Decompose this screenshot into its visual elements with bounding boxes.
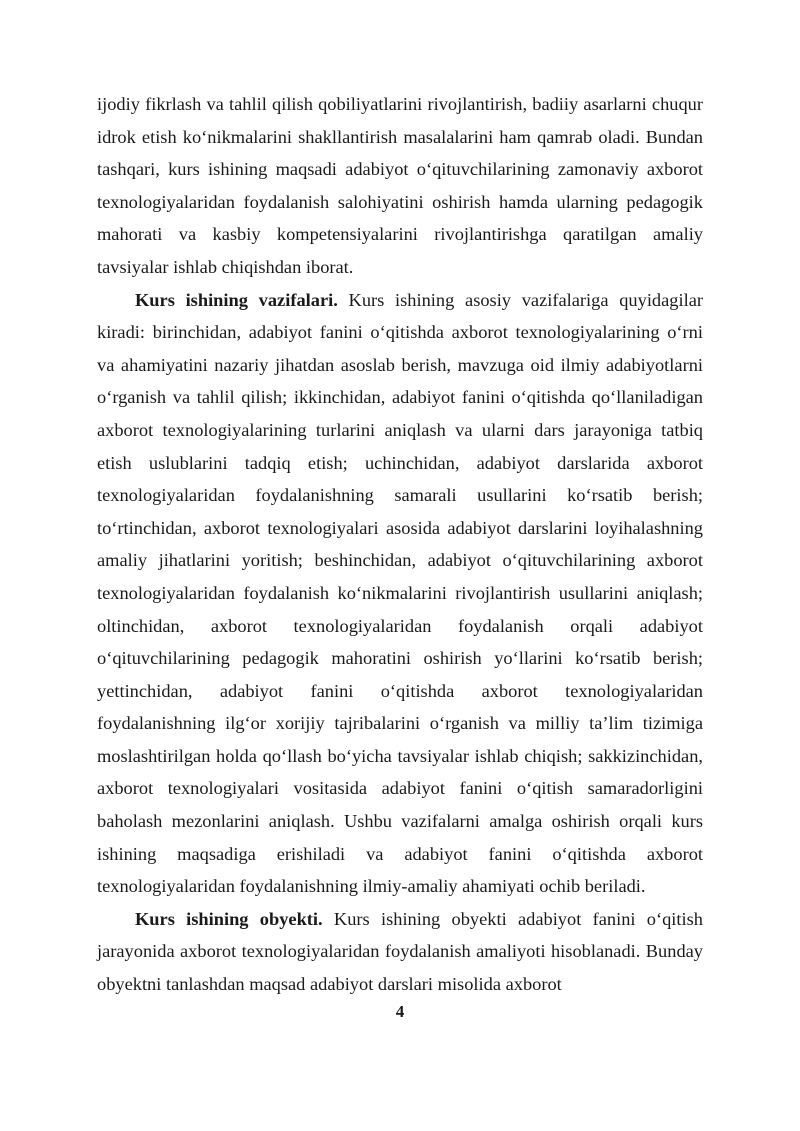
paragraph-text: ijodiy fikrlash va tahlil qilish qobiliyatlarini rivojlantirish, badiiy asarlarni chuqur idrok etish ko‘nikmalarini shakllantirish masalalarini ham qamrab oladi. Bundan tashqari, kurs ishining maqsadi adabiyot o‘qituvchilarining zamonaviy axborot texnologiyalaridan foydalanish salohiyatini oshirish hamda ularning pedagogik mahorati va kasbiy kompetensiyalarini rivojlantirishga qaratilgan amaliy tavsiyalar ishlab chiqishdan iborat.	[97, 94, 703, 277]
paragraph-tasks	[97, 284, 703, 903]
page-number: 4	[395, 1002, 405, 1021]
paragraph-intro-continuation	[97, 88, 703, 284]
document-page	[97, 88, 703, 1001]
paragraph-text: Kurs ishining asosiy vazifalariga quyidagilar kiradi: birinchidan, adabiyot fanini o‘qitishda axborot texnologiyalarining o‘rni va ahamiyatini nazariy jihatdan asoslab berish, mavzuga oid ilmiy adabiyotlarni o‘rganish va tahlil qilish; ikkinchidan, adabiyot fanini o‘qitishda qo‘llaniladigan axborot texnologiyalarining turlarini aniqlash va ularni dars jarayoniga tatbiq etish uslublarini tadqiq etish; uchinchidan, adabiyot darslarida axborot texnologiyalaridan foydalanishning samarali usullarini ko‘rsatib berish; to‘rtinchidan, axborot texnologiyalari asosida adabiyot darslarini loyihalashning amaliy jihatlarini yoritish; beshinchidan, adabiyot o‘qituvchilarining axborot texnologiyalaridan foydalanish ko‘nikmalarini rivojlantirish usullarini aniqlash; oltinchidan, axborot texnologiyalaridan foydalanish orqali adabiyot o‘qituvchilarining pedagogik mahoratini oshirish yo‘llarini ko‘rsatib berish; yettinchidan, adabiyot fanini o‘qitishda axborot texnologiyalaridan foydalanishning ilg‘or xorijiy tajribalarini o‘rganish va milliy ta’lim tizimiga moslashtirilgan holda qo‘llash bo‘yicha tavsiyalar ishlab chiqish; sakkizinchidan, axborot texnologiyalari vositasida adabiyot fanini o‘qitish samaradorligini baholash mezonlarini aniqlash. Ushbu vazifalarni amalga oshirish orqali kurs ishining maqsadiga erishiladi va adabiyot fanini o‘qitishda axborot texnologiyalaridan foydalanishning ilmiy-amaliy ahamiyati ochib beriladi.	[97, 289, 703, 897]
tasks-heading: Kurs ishining vazifalari.	[135, 289, 338, 310]
object-heading: Kurs ishining obyekti.	[135, 908, 323, 929]
paragraph-text: Kurs ishining obyekti adabiyot fanini o‘qitish jarayonida axborot texnologiyalaridan foydalanish amaliyoti hisoblanadi. Bunday obyektni tanlashdan maqsad adabiyot darslari misolida axborot	[97, 908, 703, 995]
paragraph-object	[97, 903, 703, 1001]
